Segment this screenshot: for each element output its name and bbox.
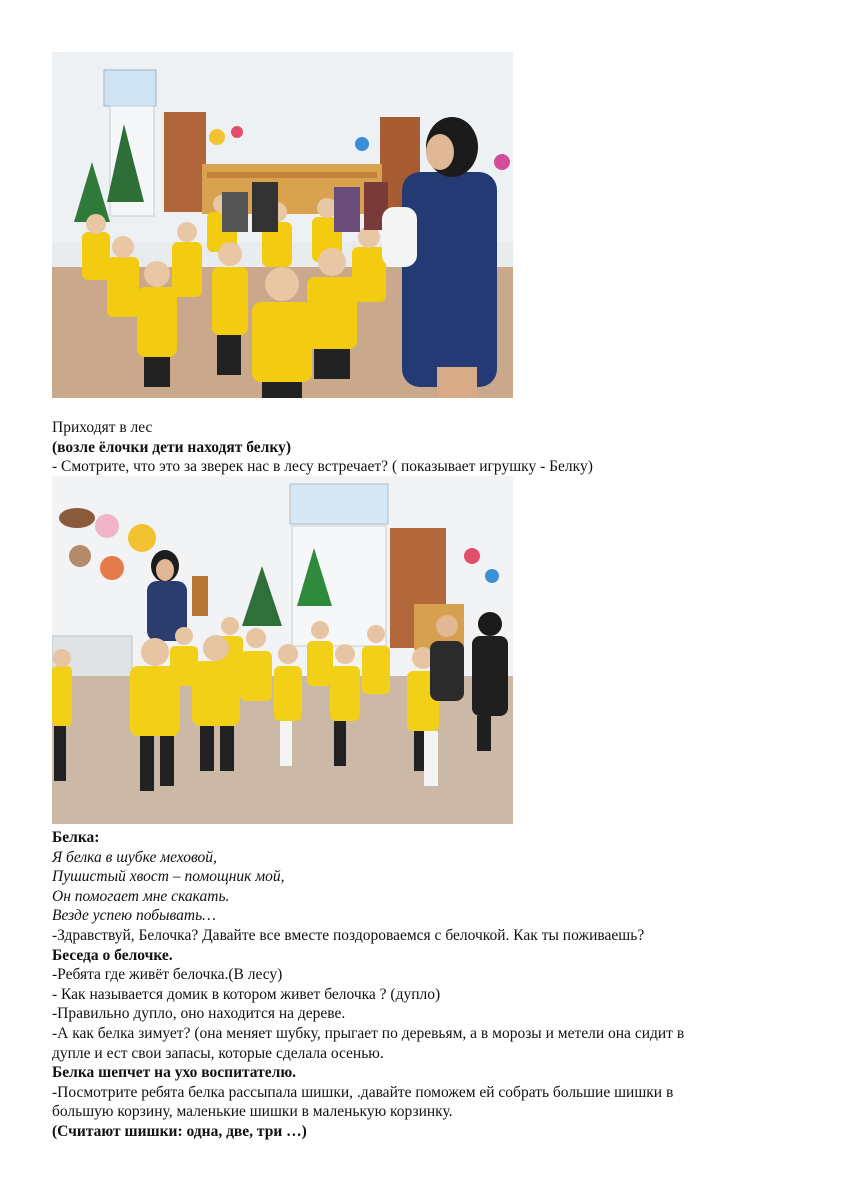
dialogue-line: - Как называется домик в котором живет белочка ? (дупло) xyxy=(52,985,441,1003)
poem-heading: Белка: xyxy=(52,829,100,846)
dialogue-line: -Правильно дупло, оно находится на дереве. xyxy=(52,1005,346,1023)
photo-children-with-squirrel-toy xyxy=(52,476,513,824)
intro-line-stage-direction: (возле ёлочки дети находят белку) xyxy=(52,438,292,456)
intro-line-forest: Приходят в лес xyxy=(52,419,153,436)
task-closing: (Считают шишки: одна, две, три …) xyxy=(52,1122,307,1140)
photo-children-with-teacher xyxy=(52,52,513,398)
dialogue-line: -А как белка зимует? (она меняет шубку, прыгает по деревьям, а в морозы и метели она сидит в xyxy=(52,1024,685,1042)
poem-line: Он помогает мне скакать. xyxy=(52,887,230,905)
poem-line: Пушистый хвост – помощник мой, xyxy=(52,868,285,886)
task-line: большую корзину, маленькие шишки в маленькую корзинку. xyxy=(52,1103,453,1121)
conversation-heading: Беседа о белочке. xyxy=(52,946,173,964)
intro-text xyxy=(52,418,772,477)
poem-block xyxy=(52,828,772,1142)
poem-line: Я белка в шубке меховой, xyxy=(52,848,217,866)
task-heading: Белка шепчет на ухо воспитателю. xyxy=(52,1064,297,1082)
task-line: -Посмотрите ребята белка рассыпала шишки, .давайте поможем ей собрать большие шишки в xyxy=(52,1083,674,1101)
poem-line: Везде успею побывать… xyxy=(52,907,216,925)
intro-line-question: - Смотрите, что это за зверек нас в лесу встречает? ( показывает игрушку - Белку) xyxy=(52,458,593,476)
greeting-line: -Здравствуй, Белочка? Давайте все вместе поздороваемся с белочкой. Как ты поживаешь? xyxy=(52,926,645,944)
dialogue-line: -Ребята где живёт белочка.(В лесу) xyxy=(52,966,283,984)
dialogue-line: дупле и ест свои запасы, которые сделала осенью. xyxy=(52,1044,384,1062)
